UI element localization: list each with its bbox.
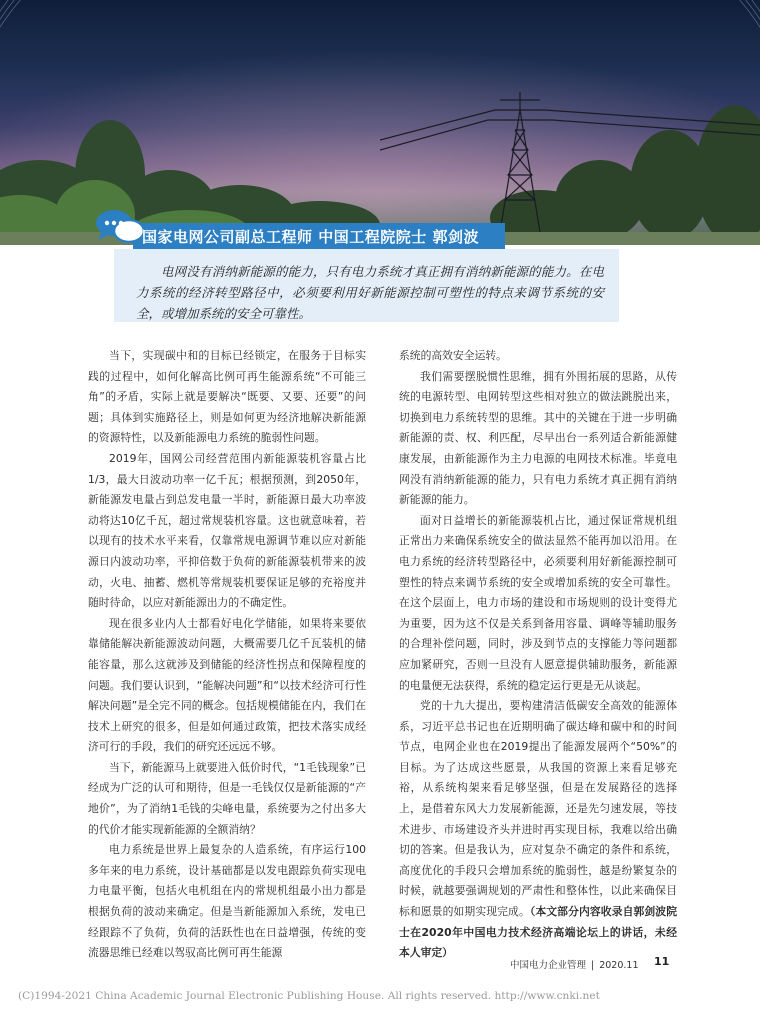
paragraph: 面对日益增长的新能源装机占比，通过保证常规机组正常出力来确保系统安全的做法显然不能再加以沿用。在电力系统的经济转型路径中，必须要利用好新能源控制可塑性的特点来调节系统的安全或增加系统的安全可靠性。在这个层面上，电力市场的建设和市场规则的设计变得尤为重要，因为这不仅是关系到备用容量、调峰等辅助服务的合理补偿问题，同时，涉及到节点的支撑能力等问题都应加紧研究，否则一旦没有人愿意提供辅助服务，新能源的电量便无法获得，系统的稳定运行更是无从谈起。 [399, 513, 677, 692]
left-column [88, 346, 366, 964]
paragraph: 电力系统是世界上最复杂的人造系统，有序运行100多年来的电力系统，设计基础都是以发电跟踪负荷实现电力电量平衡，包括火电机组在内的常规机组最小出力都是根据负荷的波动来确定。但是当新能源加入系统，发电已经跟踪不了负荷，负荷的活跃性也在日益增强，传统的变流器思维已经难以驾驭高比例可再生能源 [88, 843, 366, 960]
issue-number: 2020.11 [599, 960, 639, 971]
paragraph: 当下，新能源马上就要进入低价时代，“1毛钱现象”已经成为广泛的认可和期待，但是一毛钱仅仅是新能源的“产地价”，为了消纳1毛钱的尖峰电量，系统要为之付出多大的代价才能实现新能源的全额消纳？ [88, 760, 366, 836]
paragraph: 当下，实现碳中和的目标已经锁定，在服务于目标实践的过程中，如何化解高比例可再生能源系统“不可能三角”的矛盾，实际上就是要解决“既要、又要、还要”的问题；具体到实施路径上，则是如何更为经济地解决新能源的资源特性，以及新能源电力系统的脆弱性问题。 [88, 349, 366, 445]
paragraph: 现在很多业内人士都看好电化学储能，如果将来要依靠储能解决新能源波动问题，大概需要几亿千瓦装机的储能容量，那么这就涉及到储能的经济性拐点和保障程度的问题。我们要认识到，“能解决问题”和“以技术经济可行性解决问题”是全完不同的概念。包括规模储能在内，我们在技术上研究的很多，但是如何通过政策，把技术落实成经济可行的手段，我们的研究还远远不够。 [88, 616, 366, 754]
right-column [399, 346, 677, 964]
paragraph: 我们需要摆脱惯性思维，拥有外围拓展的思路，从传统的电源转型、电网转型这些相对独立的做法跳脱出来，切换到电力系统转型的思维。其中的关键在于进一步明确新能源的责、权、利匹配，尽早出台一系列适合新能源健康发展，由新能源作为主力电源的电网技术标准。毕竟电网没有消纳新能源的能力，只有电力系统才真正拥有消纳新能源的能力。 [399, 369, 677, 507]
footer-separator: | [591, 960, 595, 971]
page-footer [510, 957, 639, 971]
paragraph: 系统的高效安全运转。 [399, 349, 507, 362]
page-title: 国家电网公司副总工程师 中国工程院院士 郭剑波 [142, 228, 479, 246]
paragraph-main: 党的十九大提出，要构建清洁低碳安全高效的能源体系，习近平总书记也在近期明确了碳达峰和碳中和的时间节点，电网企业也在2019提出了能源发展两个“50%”的目标。为了达成这些愿景，从我国的资源上来看足够充裕，从系统构架来看足够坚强，但是在发展路径的选择上，是借着东风大力发展新能源，还是先匀速发展，等技术进步、市场建设齐头并进时再实现目标，我难以给出确切的答案。但是我认为，应对复杂不确定的条件和系统，高度优化的手段只会增加系统的脆弱性，越是纷繁复杂的时候，就越要强调规划的严肃性和整体性，以此来确保目标和愿景的如期实现完成。 [399, 699, 677, 919]
abstract-box [114, 249, 619, 322]
abstract-text: 电网没有消纳新能源的能力，只有电力系统才真正拥有消纳新能源的能力。在电力系统的经济转型路径中，必须要利用好新能源控制可塑性的特点来调节系统的安全，或增加系统的安全可靠性。 [136, 264, 604, 321]
source-note: （本文部分内容收录自郭剑波院士在2020年中国电力技术经济高端论坛上的讲话，未经本人审定） [399, 905, 678, 960]
copyright-notice: (C)1994-2021 China Academic Journal Electronic Publishing House. All rights reserved. http://www.cnki.net [18, 990, 600, 1002]
page-number: 11 [654, 955, 670, 968]
paragraph: 2019年，国网公司经营范围内新能源装机容量占比1/3，最大日波动功率一亿千瓦；根据预测，到2050年，新能源发电量占到总发电量一半时，新能源日最大功率波动将达10亿千瓦，超过常规装机容量。这也就意味着，若以现有的技术水平来看，仅靠常规电源调节难以应对新能源日内波动功率，平抑倍数于负荷的新能源装机带来的波动，火电、抽蓄、燃机等常规装机要保证足够的充裕度并随时待命，以应对新能源出力的不确定性。 [88, 451, 366, 610]
journal-name: 中国电力企业管理 [510, 960, 587, 971]
paragraph [399, 696, 677, 964]
